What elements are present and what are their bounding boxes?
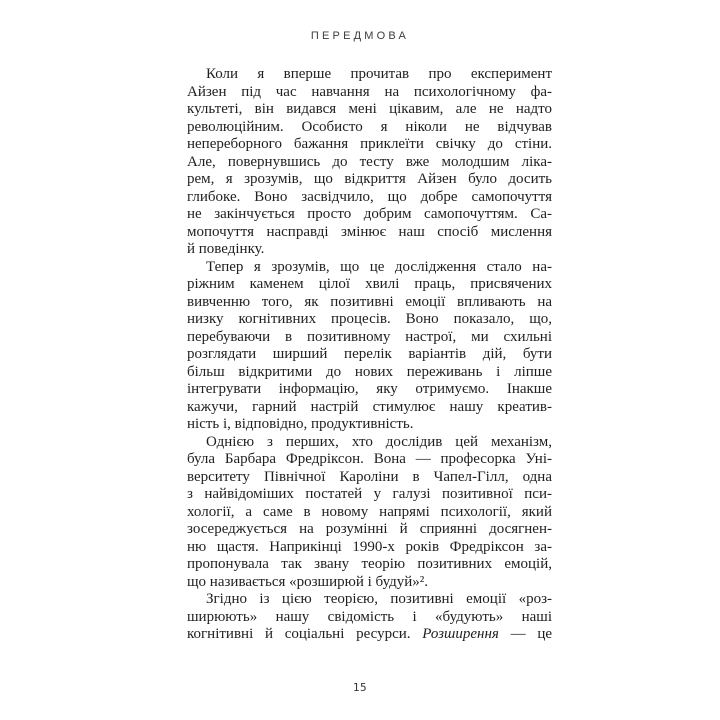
text-line: ню щастя. Наприкінці 1990-х років Фредріксон за- [187, 538, 552, 555]
text-line: Тепер я зрозумів, що це дослідження стало на- [206, 258, 552, 275]
text-line: більш відкритими до нових переживань і ліпше [187, 363, 552, 380]
text-line: революційним. Особисто я ніколи не відчував [187, 118, 552, 135]
text-line: рем, я зрозумів, що відкриття Айзен було досить [187, 171, 552, 187]
text-line: що називається «розширюй і будуй»². [187, 573, 429, 590]
text-line: ширюють» нашу свідомість і «будують» наші [187, 608, 552, 625]
text-line: низку когнітивних процесів. Воно показало, що, [187, 311, 552, 327]
text-line: хології, а саме в новому напрямі психології, який [187, 503, 552, 520]
text-line: не закінчується просто добрим самопочуттям. Са- [187, 206, 552, 222]
text-line: розглядати ширший перелік варіантів дій, бути [187, 346, 552, 362]
body-text [187, 66, 552, 644]
page-number: 15 [352, 681, 368, 694]
text-line: Згідно із цією теорією, позитивні емоції «роз- [206, 591, 552, 607]
text-line: вивченню того, як позитивні емоції впливають на [187, 293, 552, 310]
text-line: зосереджується на розумінні й сприянні досягнен- [187, 521, 552, 537]
text-line: інтегрувати інформацію, яку отримуємо. Інакше [187, 381, 552, 397]
text-line: Але, повернувшись до тесту вже молодшим ліка- [187, 153, 552, 170]
text-line: Айзен під час навчання на психологічному фа- [187, 83, 552, 100]
italic-text-segment: Розширення [422, 626, 499, 642]
text-line: глибоке. Воно засвідчило, що добре самопочуття [187, 188, 552, 205]
text-line: ність і, відповідно, продуктивність. [187, 416, 414, 432]
text-line: непереборного бажання приклеїти свічку до стіни. [187, 136, 552, 152]
text-segment: когнітивні й соціальні ресурси. [187, 626, 423, 642]
text-line: Коли я вперше прочитав про експеримент [206, 66, 552, 82]
text-line: культеті, він видався мені цікавим, але не надто [187, 101, 552, 117]
text-line: й поведінку. [187, 241, 265, 257]
text-line: кажучи, гарний настрій стимулює нашу креатив- [187, 398, 552, 415]
text-line [187, 626, 552, 644]
text-line: верситету Північної Кароліни в Чапел-Гілл, одна [187, 468, 552, 485]
text-line: перебуваючи в позитивному настрої, ми схильні [187, 328, 552, 345]
text-line: Однією з перших, хто дослідив цей механізм, [206, 433, 552, 450]
text-line: пропонувала так звану теорію позитивних емоцій, [187, 556, 552, 572]
running-head: ПЕРЕДМОВА [310, 30, 410, 42]
text-line: ріжним каменем цілої хвилі праць, присвячених [187, 276, 552, 292]
text-line: з найвідоміших постатей у галузі позитивної пси- [187, 486, 552, 502]
text-line: мопочуття насправді змінює наш спосіб мислення [187, 223, 552, 240]
text-segment: — це [498, 626, 553, 642]
text-line: була Барбара Фредріксон. Вона — професорка Уні- [187, 451, 552, 467]
